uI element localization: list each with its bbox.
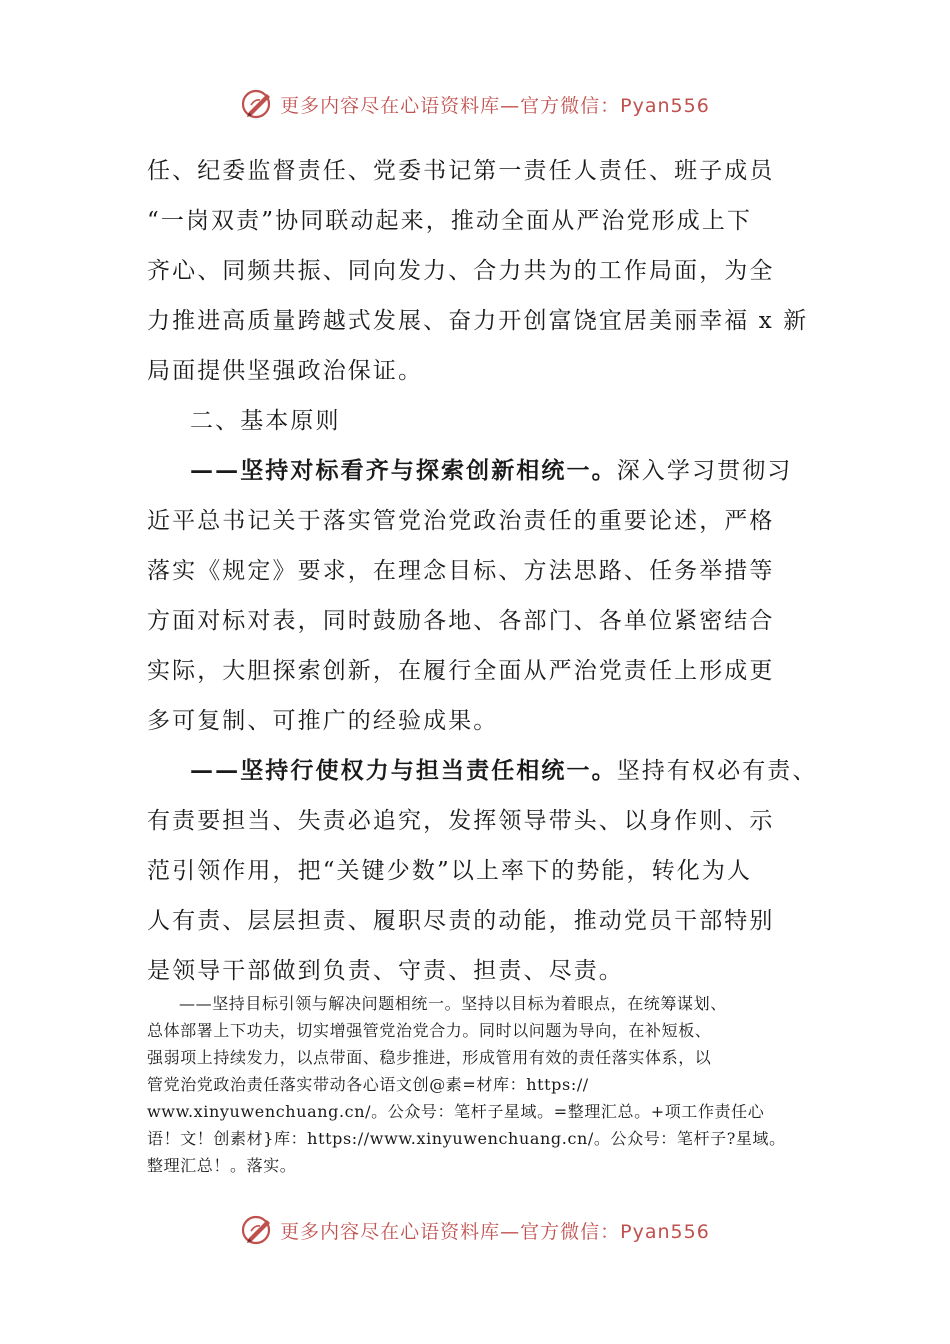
- principle1-line: 落实《规定》要求，在理念目标、方法思路、任务举措等: [147, 558, 775, 584]
- principle3-line: 管党治党政治责任落实带动各心语文创@素=材库：https://: [147, 1075, 589, 1094]
- pen-logo-icon: [240, 86, 276, 122]
- principle1-line: 近平总书记关于落实管党治党政治责任的重要论述，严格: [147, 508, 775, 534]
- principle2-first-line-rest: 坚持有权必有责、: [616, 758, 818, 784]
- paragraph1-line: 力推进高质量跨越式发展、奋力开创富饶宜居美丽幸福 x 新: [147, 308, 809, 334]
- principle1-line: 实际，大胆探索创新，在履行全面从严治党责任上形成更: [147, 658, 775, 684]
- header-banner-text: 更多内容尽在心语资料库—官方微信：Pyan556: [280, 94, 710, 117]
- principle2-title: ——坚持行使权力与担当责任相统一。: [190, 757, 617, 784]
- footer-banner: [0, 1210, 950, 1250]
- section-heading: 二、基本原则: [190, 408, 341, 434]
- principle2-line: 是领导干部做到负责、守责、担责、尽责。: [147, 958, 624, 984]
- principle2-line: 范引领作用，把“关键少数”以上率下的势能，转化为人: [147, 858, 753, 884]
- footer-banner-text: 更多内容尽在心语资料库—官方微信：Pyan556: [280, 1220, 710, 1243]
- paragraph1-line: 任、纪委监督责任、党委书记第一责任人责任、班子成员: [147, 158, 775, 184]
- principle3-line: 整理汇总！。落实。: [147, 1156, 297, 1175]
- principle2-first-line: [147, 746, 837, 796]
- header-banner: [0, 84, 950, 124]
- paragraph1-line: 齐心、同频共振、同向发力、合力共为的工作局面，为全: [147, 258, 775, 284]
- principle1-first-line: [147, 446, 837, 496]
- document-body: [147, 146, 837, 996]
- paragraph1-line: 局面提供坚强政治保证。: [147, 358, 424, 384]
- principle2-line: 有责要担当、失责必追究，发挥领导带头、以身作则、示: [147, 808, 775, 834]
- principle1-line: 多可复制、可推广的经验成果。: [147, 708, 499, 734]
- principle1-line: 方面对标对表，同时鼓励各地、各部门、各单位紧密结合: [147, 608, 775, 634]
- principle3-line: www.xinyuwenchuang.cn/。公众号：笔杆子星域。=整理汇总。+项工作责任心: [147, 1102, 765, 1121]
- pen-logo-icon: [240, 1212, 276, 1248]
- principle3-paragraph: [147, 990, 837, 1179]
- principle3-line: 强弱项上持续发力，以点带面、稳步推进，形成管用有效的责任落实体系，以: [147, 1048, 712, 1067]
- principle3-line: 总体部署上下功夫，切实增强管党治党合力。同时以问题为导向，在补短板、: [147, 1021, 712, 1040]
- principle3-line: ——坚持目标引领与解决问题相统一。坚持以目标为着眼点，在统筹谋划、: [179, 994, 727, 1013]
- principle3-line: 语！文！创素材}库：https://www.xinyuwenchuang.cn/。公众号：笔杆子?星域。: [147, 1129, 786, 1148]
- principle2-line: 人有责、层层担责、履职尽责的动能，推动党员干部特别: [147, 908, 775, 934]
- principle1-first-line-rest: 深入学习贯彻习: [616, 458, 793, 484]
- paragraph1-line: “一岗双责”协同联动起来，推动全面从严治党形成上下: [147, 208, 753, 234]
- principle1-title: ——坚持对标看齐与探索创新相统一。: [190, 457, 617, 484]
